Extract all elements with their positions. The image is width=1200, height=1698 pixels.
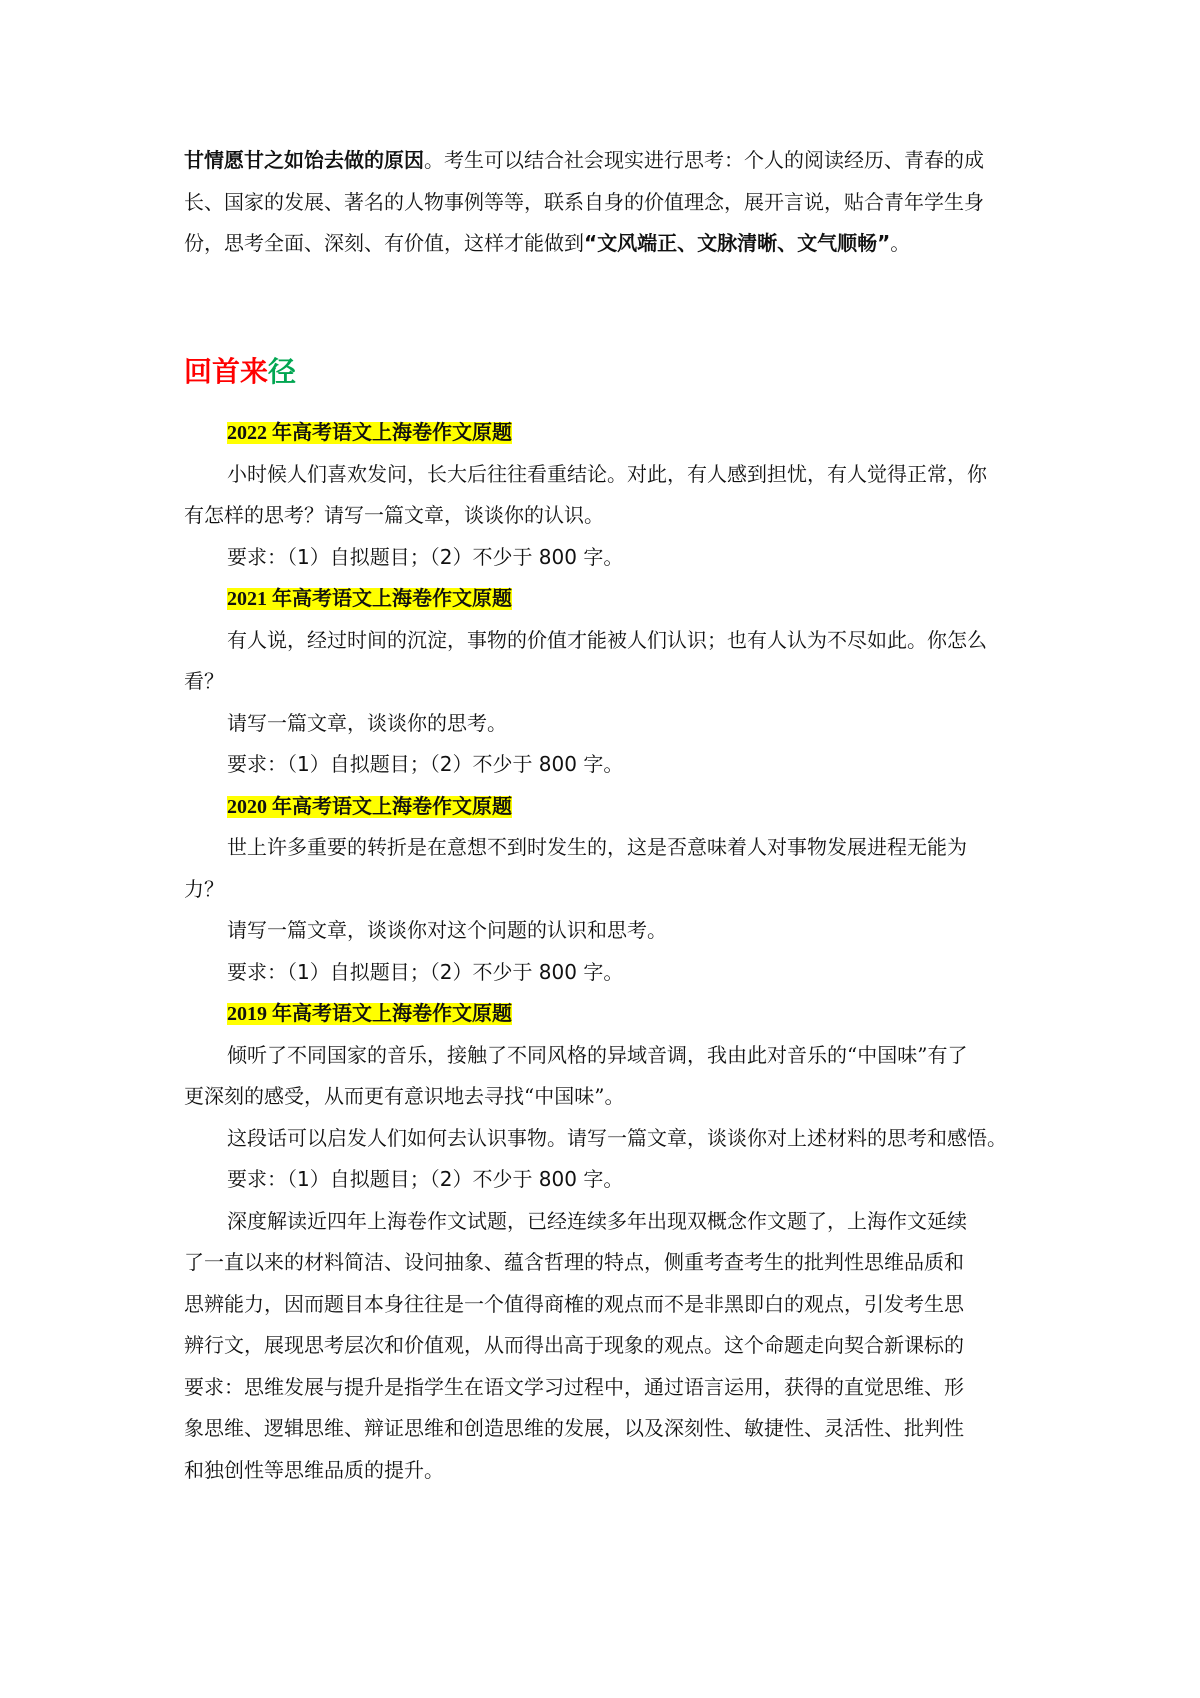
- analysis-line-5: 要求：思维发展与提升是指学生在语文学习过程中，通过语言运用，获得的直觉思维、形: [184, 1375, 964, 1399]
- intro-bold-quote: “文风端正、文脉清晰、文气顺畅”: [584, 231, 891, 255]
- year-heading-2021: [227, 584, 1034, 613]
- intro-bold-text: 甘情愿甘之如饴去做的原因: [184, 148, 424, 172]
- prompt-2019-line-1: 倾听了不同国家的音乐，接触了不同风格的异域音调，我由此对音乐的“中国味”有了: [227, 1043, 968, 1067]
- year-heading-2022: [227, 418, 1034, 447]
- section-title-green: 径: [268, 355, 297, 388]
- intro-text: 。考生可以结合社会现实进行思考：个人的阅读经历、青春的成: [424, 148, 984, 172]
- prompt-2022-line-2: 有怎样的思考？请写一篇文章，谈谈你的认识。: [184, 503, 604, 527]
- intro-line-1: [184, 146, 1034, 174]
- year-heading-2019: [227, 999, 1034, 1028]
- analysis-line-7: 和独创性等思维品质的提升。: [184, 1458, 444, 1482]
- intro-text: 。: [890, 231, 911, 255]
- highlighted-heading: 2020 年高考语文上海卷作文原题: [227, 796, 512, 818]
- intro-line-2: 长、国家的发展、著名的人物事例等等，联系自身的价值理念，展开言说，贴合青年学生身: [184, 190, 984, 214]
- analysis-line-1: 深度解读近四年上海卷作文试题，已经连续多年出现双概念作文题了，上海作文延续: [227, 1209, 967, 1233]
- prompt-2020-line-3: 请写一篇文章，谈谈你对这个问题的认识和思考。: [227, 918, 667, 942]
- analysis-line-4: 辨行文，展现思考层次和价值观，从而得出高于现象的观点。这个命题走向契合新课标的: [184, 1333, 964, 1357]
- intro-line-3: [184, 229, 1034, 257]
- prompt-2020-line-2: 力？: [184, 877, 224, 901]
- prompt-2019-line-2: 更深刻的感受，从而更有意识地去寻找“中国味”。: [184, 1084, 625, 1108]
- requirement-2022: 要求：（1）自拟题目；（2）不少于 800 字。: [227, 545, 624, 569]
- prompt-2021-line-2: 看？: [184, 669, 224, 693]
- prompt-2020-line-1: 世上许多重要的转折是在意想不到时发生的，这是否意味着人对事物发展进程无能为: [227, 835, 967, 859]
- section-title-red: 回首来: [184, 355, 269, 388]
- highlighted-heading: 2019 年高考语文上海卷作文原题: [227, 1003, 512, 1025]
- prompt-2019-line-3: 这段话可以启发人们如何去认识事物。请写一篇文章，谈谈你对上述材料的思考和感悟。: [227, 1126, 1007, 1150]
- prompt-2022-line-1: 小时候人们喜欢发问，长大后往往看重结论。对此，有人感到担忧，有人觉得正常，你: [227, 462, 987, 486]
- intro-text: 份，思考全面、深刻、有价值，这样才能做到: [184, 231, 584, 255]
- prompt-2021-line-3: 请写一篇文章，谈谈你的思考。: [227, 711, 507, 735]
- section-title: [184, 352, 296, 392]
- requirement-2019: 要求：（1）自拟题目；（2）不少于 800 字。: [227, 1167, 624, 1191]
- analysis-line-6: 象思维、逻辑思维、辩证思维和创造思维的发展，以及深刻性、敏捷性、灵活性、批判性: [184, 1416, 964, 1440]
- requirement-2021: 要求：（1）自拟题目；（2）不少于 800 字。: [227, 752, 624, 776]
- analysis-line-2: 了一直以来的材料简洁、设问抽象、蕴含哲理的特点，侧重考查考生的批判性思维品质和: [184, 1250, 964, 1274]
- highlighted-heading: 2021 年高考语文上海卷作文原题: [227, 588, 512, 610]
- highlighted-heading: 2022 年高考语文上海卷作文原题: [227, 422, 512, 444]
- requirement-2020: 要求：（1）自拟题目；（2）不少于 800 字。: [227, 960, 624, 984]
- prompt-2021-line-1: 有人说，经过时间的沉淀，事物的价值才能被人们认识；也有人认为不尽如此。你怎么: [227, 628, 987, 652]
- analysis-line-3: 思辨能力，因而题目本身往往是一个值得商榷的观点而不是非黑即白的观点，引发考生思: [184, 1292, 964, 1316]
- year-heading-2020: [227, 792, 1034, 821]
